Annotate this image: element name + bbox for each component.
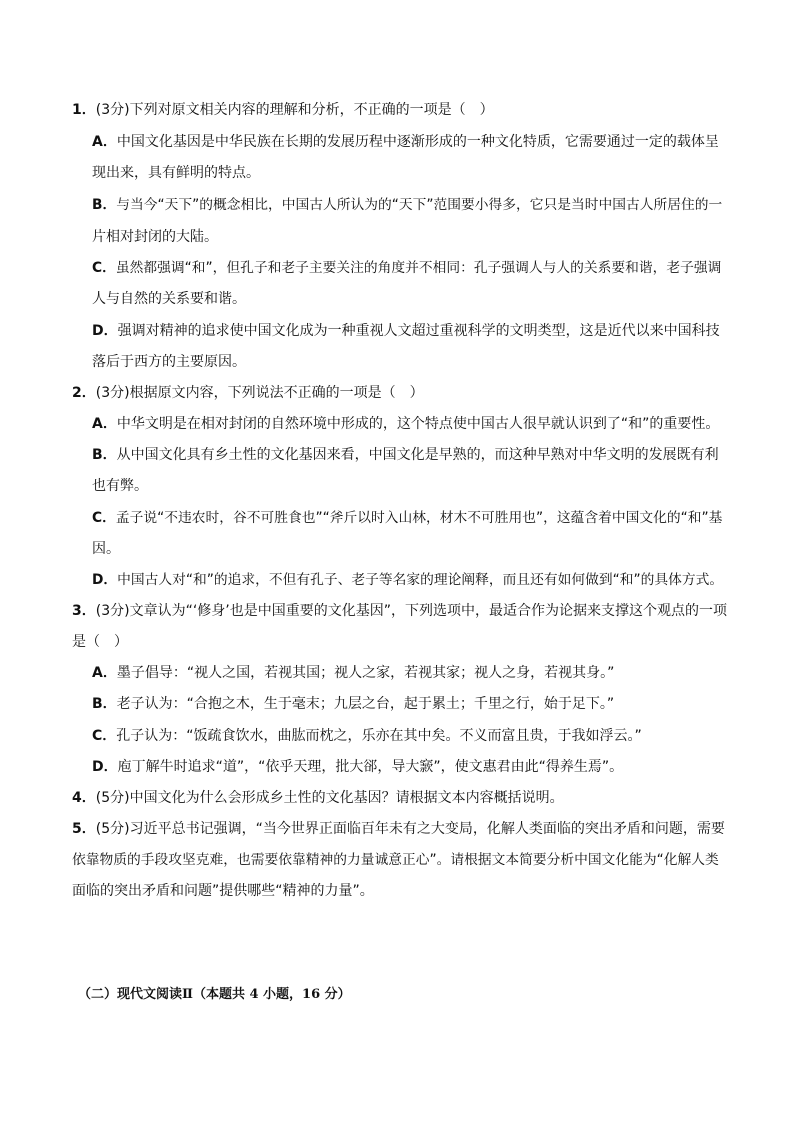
q1-option-c-cont: 人与自然的关系要和谐。 xyxy=(92,291,246,307)
question-text: (5分)中国文化为什么会形成乡土性的文化基因？请根据文本内容概括说明。 xyxy=(95,790,564,806)
q2-option-d xyxy=(92,570,723,590)
option-letter: A． xyxy=(92,134,117,150)
question-1-stem xyxy=(72,100,494,120)
q3-option-d xyxy=(92,757,623,777)
question-text: (3分)根据原文内容，下列说法不正确的一项是（ ） xyxy=(95,385,424,401)
question-number: 5． xyxy=(72,821,96,837)
question-number: 3． xyxy=(72,603,96,619)
option-letter: B． xyxy=(92,696,117,712)
option-letter: D． xyxy=(92,759,118,775)
question-number: 1． xyxy=(72,102,96,118)
q1-option-b-cont: 片相对封闭的大陆。 xyxy=(92,229,218,245)
question-number: 4． xyxy=(72,790,96,806)
option-text: 孟子说“不违农时，谷不可胜食也”“斧斤以时入山林，材木不可胜用也”，这蕴含着中国文化的“和”基 xyxy=(115,510,723,526)
option-text: 与当今“天下”的概念相比，中国古人所认为的“天下”范围要小得多，它只是当时中国古人所居住的一 xyxy=(116,197,723,213)
question-5-stem-cont-1: 依靠物质的手段攻坚克难，也需要依靠精神的力量诚意正心”。请根据文本简要分析中国文化能为“化解人类 xyxy=(72,852,719,868)
question-5-stem-cont-2: 面临的突出矛盾和问题”提供哪些“精神的力量”。 xyxy=(72,883,374,899)
question-3-stem-cont: 是（ ） xyxy=(72,634,128,650)
q1-option-b xyxy=(92,195,722,215)
q1-option-d-cont: 落后于西方的主要原因。 xyxy=(92,354,246,370)
option-letter: C． xyxy=(92,260,116,276)
q2-option-c-cont: 因。 xyxy=(92,541,120,557)
option-letter: C． xyxy=(92,510,116,526)
option-text: 强调对精神的追求使中国文化成为一种重视人文超过重视科学的文明类型，这是近代以来中国科技 xyxy=(117,323,720,339)
option-text: 虽然都强调“和”，但孔子和老子主要关注的角度并不相同：孔子强调人与人的关系要和谐，老子强调 xyxy=(115,260,722,276)
option-letter: B． xyxy=(92,447,117,463)
question-text: (3分)下列对原文相关内容的理解和分析，不正确的一项是（ ） xyxy=(95,102,494,118)
question-number: 2． xyxy=(72,385,96,401)
q2-option-b xyxy=(92,445,719,465)
question-4-stem xyxy=(72,788,564,808)
question-text: (5分)习近平总书记强调，“当今世界正面临百年未有之大变局，化解人类面临的突出矛盾和问题，需要 xyxy=(95,821,725,837)
option-text: 墨子倡导：“视人之国，若视其国；视人之家，若视其家；视人之身，若视其身。” xyxy=(116,665,615,681)
q3-option-a xyxy=(92,663,614,683)
q1-option-d xyxy=(92,321,720,341)
question-5-stem xyxy=(72,819,725,839)
option-letter: A． xyxy=(92,416,117,432)
option-letter: A． xyxy=(92,665,117,681)
q1-option-a-cont: 现出来，具有鲜明的特点。 xyxy=(92,165,260,181)
option-letter: B． xyxy=(92,197,117,213)
q3-option-b xyxy=(92,694,614,714)
option-text: 孔子认为：“饭疏食饮水，曲肱而枕之，乐亦在其中矣。不义而富且贵，于我如浮云。” xyxy=(116,728,642,744)
option-letter: D． xyxy=(92,572,118,588)
question-text: (3分)文章认为“‘修身’也是中国重要的文化基因”，下列选项中，最适合作为论据来支撑这个观点的一项 xyxy=(95,603,727,619)
option-text: 庖丁解牛时追求“道”，“依乎天理，批大郤，导大窾”，使文惠君由此“得养生焉”。 xyxy=(117,759,624,775)
option-text: 从中国文化具有乡土性的文化基因来看，中国文化是早熟的，而这种早熟对中华文明的发展既有利 xyxy=(116,447,719,463)
option-text: 老子认为：“合抱之木，生于毫末；九层之台，起于累土；千里之行，始于足下。” xyxy=(116,696,615,712)
option-letter: C． xyxy=(92,728,117,744)
option-letter: D． xyxy=(92,323,118,339)
q2-option-c xyxy=(92,508,722,528)
section-heading: （二）现代文阅读Ⅱ（本题共 4 小题，16 分） xyxy=(78,987,351,1002)
q2-option-b-cont: 也有弊。 xyxy=(92,478,148,494)
q2-option-a xyxy=(92,414,719,434)
q1-option-a xyxy=(92,132,719,152)
option-text: 中国古人对“和”的追求，不但有孔子、老子等名家的理论阐释，而且还有如何做到“和”的具体方式。 xyxy=(117,572,724,588)
option-text: 中国文化基因是中华民族在长期的发展历程中逐渐形成的一种文化特质，它需要通过一定的载体呈 xyxy=(116,134,719,150)
question-2-stem xyxy=(72,383,424,403)
option-text: 中华文明是在相对封闭的自然环境中形成的，这个特点使中国古人很早就认识到了“和”的重要性。 xyxy=(116,416,720,432)
q3-option-c xyxy=(92,726,642,746)
q1-option-c xyxy=(92,258,721,278)
question-3-stem xyxy=(72,601,727,621)
